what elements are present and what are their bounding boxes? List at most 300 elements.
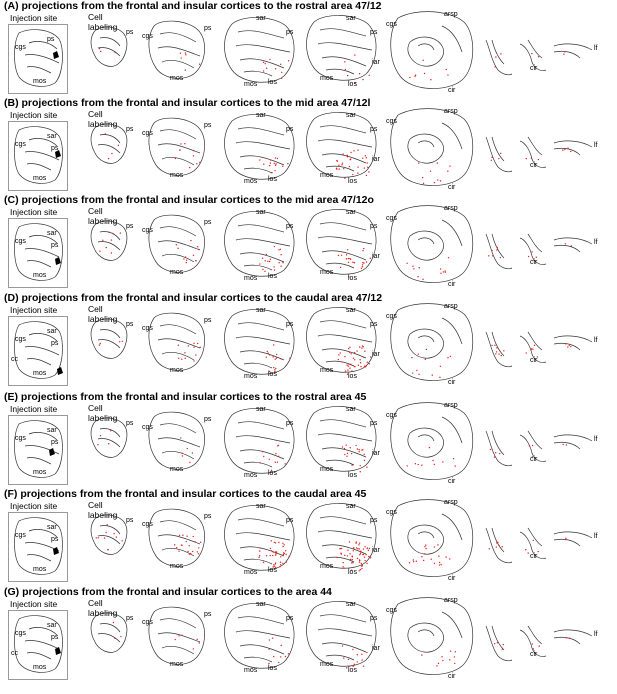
labeled-cell — [286, 561, 287, 562]
labeled-cell — [259, 555, 260, 556]
label-mos: mos — [320, 172, 334, 179]
labeled-cell — [341, 255, 342, 256]
labeled-cell — [181, 545, 182, 546]
coronal-section-7 — [516, 328, 546, 368]
sulcus-line — [322, 643, 366, 652]
coronal-section-5 — [386, 597, 474, 680]
sulcus-line — [492, 234, 504, 258]
coronal-section-1 — [90, 415, 134, 463]
label-los: los — [348, 275, 357, 282]
labeled-cell — [266, 356, 267, 357]
labeled-cell — [529, 445, 530, 446]
coronal-section-1 — [90, 610, 134, 658]
sulcus-line — [318, 237, 372, 244]
labeled-cell — [412, 266, 413, 267]
labeled-cell — [340, 267, 341, 268]
labeled-cell — [502, 648, 503, 649]
labeled-cell — [197, 639, 198, 640]
labeled-cell — [562, 444, 563, 445]
labeled-cell — [423, 560, 424, 561]
labeled-cell — [366, 467, 367, 468]
labeled-cell — [282, 166, 283, 167]
labeled-cell — [413, 268, 414, 269]
injection-site-drawing — [9, 317, 67, 385]
label-los: los — [268, 470, 277, 477]
labeled-cell — [430, 170, 431, 171]
labeled-cell — [273, 551, 274, 552]
labeled-cell — [526, 352, 527, 353]
sulcus-line — [240, 156, 284, 165]
label-mos: mos — [244, 178, 258, 185]
labeled-cell — [363, 548, 364, 549]
labeled-cell — [498, 158, 499, 159]
labeled-cell — [270, 162, 271, 163]
coronal-section-5 — [386, 499, 474, 582]
label-cgs: cgs — [142, 521, 153, 528]
labeled-cell — [178, 358, 179, 359]
coronal-section-2 — [142, 20, 212, 82]
labeled-cell — [275, 358, 276, 359]
labeled-cell — [494, 345, 495, 346]
labeled-cell — [278, 249, 279, 250]
labeled-cell — [182, 535, 183, 536]
sulcus-line — [158, 144, 200, 153]
labeled-cell — [440, 273, 441, 274]
sulcus-line — [408, 623, 444, 652]
labeled-cell — [538, 56, 539, 57]
labeled-cell — [454, 656, 455, 657]
sulcus-line — [318, 434, 372, 441]
coronal-section-7 — [516, 133, 546, 173]
sulcus-line — [98, 144, 120, 153]
coronal-section-8 — [552, 622, 596, 652]
labeled-cell — [352, 562, 353, 563]
coronal-section-2 — [142, 312, 212, 374]
labeled-cell — [418, 374, 419, 375]
label-mos: mos — [170, 172, 184, 179]
labeled-cell — [198, 249, 199, 250]
labeled-cell — [186, 262, 187, 263]
sulcus-line — [318, 140, 372, 147]
labeled-cell — [434, 182, 435, 183]
labeled-cell — [417, 276, 418, 277]
labeled-cell — [277, 445, 278, 446]
labeled-cell — [174, 544, 175, 545]
labeled-cell — [278, 662, 279, 663]
labeled-cell — [338, 354, 339, 355]
label-los: los — [268, 176, 277, 183]
coronal-section-8 — [552, 524, 596, 554]
labeled-cell — [186, 536, 187, 537]
labeled-cell — [503, 350, 504, 351]
labeled-cell — [418, 162, 419, 163]
section-outline — [225, 603, 295, 668]
label-cgs: cgs — [15, 532, 26, 539]
label-lf: lf — [594, 337, 598, 344]
labeled-cell — [368, 550, 369, 551]
labeled-cell — [357, 166, 358, 167]
labeled-cell — [491, 250, 492, 251]
labeled-cell — [367, 167, 368, 168]
labeled-cell — [354, 262, 355, 263]
label-cir: cir — [448, 379, 456, 386]
labeled-cell — [416, 370, 417, 371]
labeled-cell — [269, 165, 270, 166]
sulcus-line — [442, 318, 462, 344]
labeled-cell — [276, 354, 277, 355]
labeled-cell — [354, 359, 355, 360]
sulcus-line — [238, 617, 284, 624]
label-cgs: cgs — [386, 21, 397, 28]
labeled-cell — [416, 561, 417, 562]
labeled-cell — [496, 347, 497, 348]
labeled-cell — [364, 546, 365, 547]
label-mos: mos — [244, 569, 258, 576]
labeled-cell — [351, 562, 352, 563]
sulcus-line — [492, 332, 504, 356]
sulcus-line — [98, 339, 120, 348]
labeled-cell — [346, 364, 347, 365]
sulcus-line — [162, 548, 194, 556]
labeled-cell — [363, 346, 364, 347]
section-outline — [149, 215, 205, 272]
label-mos: mos — [244, 275, 258, 282]
labeled-cell — [270, 159, 271, 160]
labeled-cell — [366, 365, 367, 366]
section-outline — [307, 503, 377, 568]
label-mos: mos — [33, 469, 47, 476]
labeled-cell — [189, 553, 190, 554]
sulcus-line — [554, 532, 592, 538]
section-outline — [307, 307, 377, 372]
sulcus-line — [492, 626, 504, 650]
label-mos: mos — [320, 269, 334, 276]
sulcus-line — [418, 141, 434, 147]
label-ps: ps — [51, 634, 59, 641]
labeled-cell — [122, 341, 123, 342]
label-cir: cir — [448, 478, 456, 485]
panel-title: (G) projections from the frontal and insular cortices to the area 44 — [4, 586, 332, 598]
labeled-cell — [268, 663, 269, 664]
label-ps: ps — [370, 321, 378, 328]
sulcus-line — [238, 323, 284, 330]
sulcus-line — [320, 223, 366, 230]
label-ps: ps — [286, 517, 294, 524]
coronal-section-3 — [224, 407, 296, 479]
label-cgs: cgs — [386, 118, 397, 125]
sulcus-line — [554, 141, 592, 147]
sulcus-line — [326, 557, 354, 562]
label-ps: ps — [370, 126, 378, 133]
labeled-cell — [359, 554, 360, 555]
sulcus-line — [244, 168, 272, 173]
labeled-cell — [341, 553, 342, 554]
labeled-cell — [105, 133, 106, 134]
labeled-cell — [353, 150, 354, 151]
sulcus-line — [408, 329, 444, 358]
sulcus-line — [418, 44, 434, 50]
labeled-cell — [437, 544, 438, 545]
sulcus-line — [100, 231, 120, 240]
labeled-cell — [122, 540, 123, 541]
sulcus-line — [418, 336, 434, 342]
label-cgs: cgs — [15, 435, 26, 442]
labeled-cell — [538, 159, 539, 160]
labeled-cell — [278, 542, 279, 543]
labeled-cell — [353, 550, 354, 551]
sulcus-line — [25, 151, 59, 160]
labeled-cell — [445, 556, 446, 557]
labeled-cell — [264, 260, 265, 261]
sulcus-line — [244, 462, 272, 467]
labeled-cell — [500, 257, 501, 258]
labeled-cell — [442, 461, 443, 462]
labeled-cell — [342, 562, 343, 563]
sulcus-line — [27, 66, 51, 73]
sulcus-line — [554, 44, 592, 50]
label-cir: cir — [530, 65, 538, 72]
label-los: los — [348, 178, 357, 185]
labeled-cell — [100, 343, 101, 344]
labeled-cell — [274, 246, 275, 247]
section-outline — [307, 15, 377, 80]
label-ps: ps — [204, 416, 212, 423]
labeled-cell — [180, 143, 181, 144]
labeled-cell — [192, 551, 193, 552]
labeled-cell — [361, 563, 362, 564]
sulcus-line — [100, 623, 120, 632]
sulcus-line — [238, 519, 284, 526]
labeled-cell — [450, 356, 451, 357]
labeled-cell — [348, 262, 349, 263]
labeled-cell — [275, 554, 276, 555]
labeled-cell — [425, 548, 426, 549]
section-outline — [225, 114, 295, 179]
injection-site-mark — [55, 647, 61, 655]
labeled-cell — [411, 357, 412, 358]
labeled-cell — [355, 445, 356, 446]
label-ps: ps — [47, 36, 55, 43]
panel-title: (D) projections from the frontal and insular cortices to the caudal area 47/12 — [4, 292, 383, 304]
section-outline — [91, 418, 127, 457]
labeled-cell — [346, 456, 347, 457]
cell-labeling-label: Cell labeling — [88, 206, 118, 226]
labeled-cell — [365, 554, 366, 555]
labeled-cell — [363, 357, 364, 358]
label-arsp: arsp — [444, 597, 458, 604]
labeled-cell — [525, 549, 526, 550]
label-los: los — [348, 472, 357, 479]
labeled-cell — [497, 542, 498, 543]
labeled-cell — [338, 255, 339, 256]
labeled-cell — [342, 566, 343, 567]
labeled-cell — [500, 153, 501, 154]
sulcus-line — [236, 631, 290, 638]
label-cgs: cgs — [142, 227, 153, 234]
label-sar: sar — [346, 112, 356, 119]
sulcus-line — [322, 154, 366, 163]
labeled-cell — [364, 351, 365, 352]
labeled-cell — [409, 77, 410, 78]
injection-site-drawing — [9, 219, 67, 287]
labeled-cell — [360, 366, 361, 367]
labeled-cell — [419, 267, 420, 268]
labeled-cell — [347, 550, 348, 551]
sulcus-line — [318, 43, 372, 50]
sulcus-line — [244, 71, 272, 76]
labeled-cell — [342, 645, 343, 646]
sulcus-line — [100, 329, 120, 338]
labeled-cell — [358, 544, 359, 545]
labeled-cell — [496, 249, 497, 250]
labeled-cell — [570, 151, 571, 152]
label-arsp: arsp — [444, 303, 458, 310]
injection-site-drawing — [9, 611, 67, 679]
labeled-cell — [366, 261, 367, 262]
coronal-section-6 — [482, 427, 512, 467]
sulcus-line — [554, 435, 592, 441]
label-los: los — [348, 373, 357, 380]
panel-title: (B) projections from the frontal and insular cortices to the mid area 47/12l — [4, 97, 371, 109]
labeled-cell — [181, 635, 182, 636]
labeled-cell — [280, 254, 281, 255]
labeled-cell — [412, 372, 413, 373]
labeled-cell — [272, 555, 273, 556]
labeled-cell — [347, 555, 348, 556]
sulcus-line — [554, 637, 580, 644]
coronal-section-5 — [386, 402, 474, 485]
labeled-cell — [455, 651, 456, 652]
labeled-cell — [280, 556, 281, 557]
label-ps: ps — [286, 223, 294, 230]
labeled-cell — [273, 266, 274, 267]
sulcus-line — [162, 646, 194, 654]
panel-d — [0, 292, 617, 388]
labeled-cell — [188, 345, 189, 346]
label-ps: ps — [51, 439, 59, 446]
label-iar: iar — [372, 253, 380, 260]
labeled-cell — [283, 554, 284, 555]
labeled-cell — [263, 70, 264, 71]
label-ps: ps — [370, 420, 378, 427]
coronal-section-5 — [386, 205, 474, 288]
section-outline — [391, 109, 473, 186]
sulcus-line — [27, 358, 51, 365]
section-outline — [391, 206, 473, 283]
labeled-cell — [453, 458, 454, 459]
label-cir: cir — [448, 673, 456, 680]
labeled-cell — [270, 555, 271, 556]
labeled-cell — [409, 562, 410, 563]
labeled-cell — [285, 550, 286, 551]
labeled-cell — [186, 541, 187, 542]
injection-site-drawing — [9, 25, 67, 93]
label-mos: mos — [244, 81, 258, 88]
labeled-cell — [349, 352, 350, 353]
label-lf: lf — [594, 631, 598, 638]
labeled-cell — [347, 369, 348, 370]
sulcus-line — [442, 514, 462, 540]
section-outline — [307, 209, 377, 274]
coronal-section-4 — [306, 502, 378, 576]
label-sar: sar — [47, 328, 57, 335]
labeled-cell — [361, 347, 362, 348]
labeled-cell — [362, 264, 363, 265]
labeled-cell — [436, 665, 437, 666]
coronal-section-7 — [516, 524, 546, 564]
sulcus-line — [492, 40, 504, 64]
labeled-cell — [364, 556, 365, 557]
labeled-cell — [491, 345, 492, 346]
labeled-cell — [193, 150, 194, 151]
labeled-cell — [349, 368, 350, 369]
labeled-cell — [445, 271, 446, 272]
labeled-cell — [366, 175, 367, 176]
labeled-cell — [275, 157, 276, 158]
label-cgs: cgs — [386, 412, 397, 419]
labeled-cell — [338, 164, 339, 165]
labeled-cell — [284, 463, 285, 464]
labeled-cell — [198, 547, 199, 548]
labeled-cell — [280, 358, 281, 359]
labeled-cell — [265, 63, 266, 64]
labeled-cell — [284, 553, 285, 554]
labeled-cell — [357, 149, 358, 150]
labeled-cell — [281, 77, 282, 78]
sulcus-line — [418, 630, 434, 636]
labeled-cell — [437, 179, 438, 180]
sulcus-line — [244, 265, 272, 270]
labeled-cell — [275, 368, 276, 369]
labeled-cell — [353, 548, 354, 549]
labeled-cell — [424, 73, 425, 74]
labeled-cell — [179, 535, 180, 536]
label-cgs: cgs — [15, 336, 26, 343]
labeled-cell — [497, 642, 498, 643]
coronal-section-5 — [386, 108, 474, 191]
section-outline — [307, 112, 377, 177]
label-cgs: cgs — [386, 607, 397, 614]
labeled-cell — [185, 358, 186, 359]
labeled-cell — [269, 639, 270, 640]
coronal-section-6 — [482, 36, 512, 76]
labeled-cell — [275, 551, 276, 552]
labeled-cell — [361, 449, 362, 450]
labeled-cell — [359, 73, 360, 74]
labeled-cell — [178, 635, 179, 636]
labeled-cell — [432, 374, 433, 375]
labeled-cell — [361, 568, 362, 569]
labeled-cell — [275, 68, 276, 69]
labeled-cell — [426, 349, 427, 350]
label-cgs: cgs — [142, 424, 153, 431]
coronal-section-8 — [552, 133, 596, 163]
labeled-cell — [199, 162, 200, 163]
labeled-cell — [359, 359, 360, 360]
labeled-cell — [198, 553, 199, 554]
labeled-cell — [345, 69, 346, 70]
labeled-cell — [439, 562, 440, 563]
labeled-cell — [417, 464, 418, 465]
labeled-cell — [360, 471, 361, 472]
label-mos: mos — [244, 472, 258, 479]
labeled-cell — [259, 550, 260, 551]
labeled-cell — [497, 247, 498, 248]
coronal-section-1 — [90, 512, 134, 560]
coronal-section-3 — [224, 504, 296, 576]
labeled-cell — [195, 354, 196, 355]
labeled-cell — [104, 537, 105, 538]
